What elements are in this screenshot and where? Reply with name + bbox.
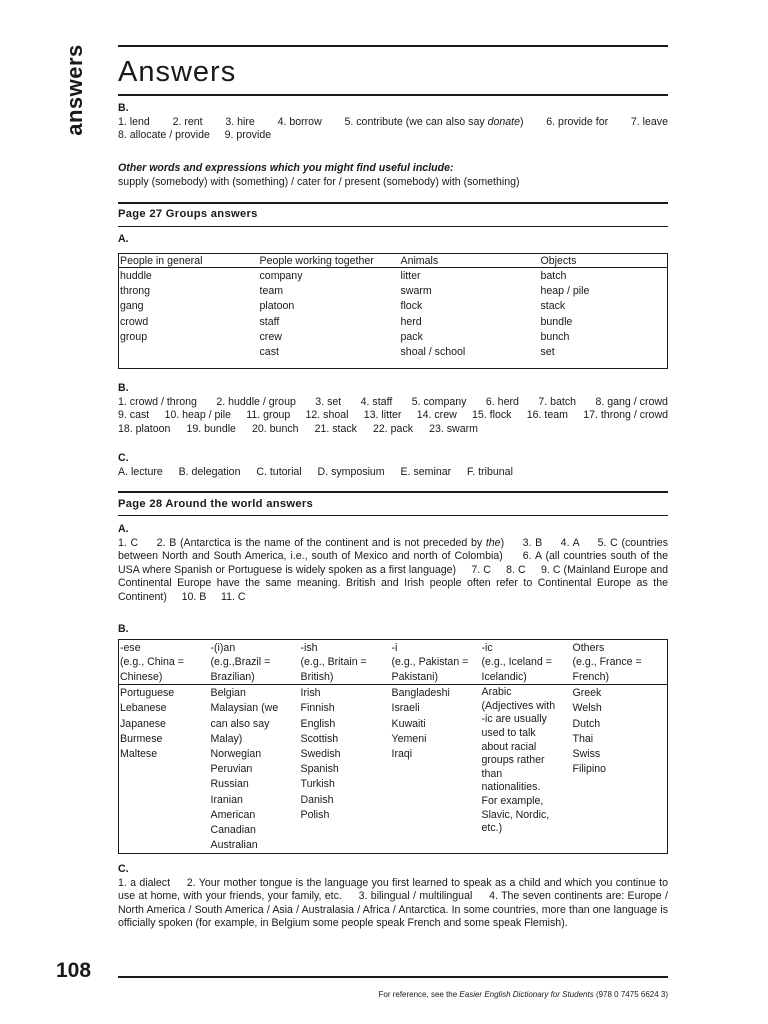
section-label: A. (118, 523, 129, 535)
page-title: Answers (118, 56, 237, 88)
answer-item: 4. borrow (277, 115, 322, 128)
page27-section-c (118, 452, 668, 479)
page27-heading: Page 27 Groups answers (118, 208, 258, 220)
column-header: -(i)an (e.g.,Brazil = Brazilian) (210, 640, 300, 685)
column-header: People in general (119, 254, 259, 268)
answer-paragraph: 1. a dialect 2. Your mother tongue is the language you first learned to speak as a child and which you continue to use at home, with your friends, your family, etc. 3. bilingual / multilingual 4. The seven continents are: Europe / North America / South America / Asia / Australasia / Africa / Antarctica. In some countries, more than one language is officially spoken (for example, in Belgium some people speak French and some speak Flemish). (118, 876, 671, 930)
table-cell: Belgian Malaysian (we can also say Malay) Norwegian Peruvian Russian Iranian American Canadian Australian (210, 687, 279, 852)
side-label (60, 40, 90, 140)
page28-section-c (118, 863, 671, 931)
other-words-text: supply (somebody) with (something) / cater for / present (somebody) with (something) (118, 175, 520, 188)
answer-line: 1. crowd / throng 2. huddle / group 3. set 4. staff 5. company 6. herd 7. batch 8. gang / crowd (118, 395, 668, 408)
answer-line: 18. platoon 19. bundle 20. bunch 21. stack 22. pack 23. swarm (118, 422, 478, 435)
table-cell: Greek Welsh Dutch Thai Swiss Filipino (572, 687, 607, 776)
page-number: 108 (56, 959, 92, 982)
answer-item: 5. contribute (we can also say donate) (344, 115, 524, 128)
answer-line (118, 116, 668, 130)
table-cell: huddle throng gang crowd group (120, 270, 152, 343)
title-rule (118, 94, 668, 96)
column-header: -ish (e.g., Britain = British) (300, 640, 391, 685)
top-rule (118, 45, 668, 47)
column-header: Animals (400, 254, 540, 268)
table-cell: batch heap / pile stack bundle bunch set (540, 270, 590, 359)
table-cell: litter swarm flock herd pack shoal / school (400, 270, 466, 359)
page27-section-b (118, 382, 668, 436)
section-label: B. (118, 623, 129, 635)
answer-item: 3. hire (225, 115, 255, 128)
section-label: A. (118, 233, 129, 245)
answer-item: 6. provide for (546, 115, 609, 128)
column-header: -ic (e.g., Iceland = Icelandic) (481, 640, 572, 685)
footer-reference: For reference, see the Easier English Dictionary for Students (978 0 7475 6624 3) (378, 990, 668, 999)
section-label: B. (118, 102, 129, 114)
table-cell: Portuguese Lebanese Japanese Burmese Maltese (120, 687, 175, 761)
section-rule (118, 202, 668, 204)
table-cell: company team platoon staff crew cast (259, 270, 303, 359)
table-row (119, 268, 668, 369)
column-header: -i (e.g., Pakistan = Pakistani) (391, 640, 481, 685)
section-label: C. (118, 863, 129, 875)
column-header: Others (e.g., France = French) (572, 640, 668, 685)
answer-item: 2. rent (172, 115, 203, 128)
table-header-row (119, 254, 668, 268)
answer-line: 8. allocate / provide 9. provide (118, 129, 272, 142)
table-row (119, 685, 668, 854)
other-words-heading: Other words and expressions which you might find useful include: (118, 162, 454, 174)
column-header: Objects (540, 254, 668, 268)
column-header: People working together (259, 254, 400, 268)
answer-line: 9. cast 10. heap / pile 11. group 12. shoal 13. litter 14. crew 15. flock 16. team 17. throng / crowd (118, 409, 668, 422)
column-header: -ese (e.g., China = Chinese) (119, 640, 210, 685)
answer-paragraph: 1. C 2. B (Antarctica is the name of the continent and is not preceded by the) 3. B 4. A 5. C (countries between North and South America, i.e., south of Mexico and north of Colombia) 6. A (all countries south of the USA where Spanish or Portuguese is widely spoken as a first language) 7. C 8. C 9. C (Mainland Europe and Continental Europe have the same meaning. British and Irish people often refer to Continental Europe as the Continent) 10. B 11. C (118, 536, 671, 603)
section-rule (118, 226, 668, 227)
page28-heading: Page 28 Around the world answers (118, 498, 314, 510)
footer-rule (118, 976, 668, 978)
section-label: C. (118, 452, 129, 464)
table-cell: Irish Finnish English Scottish Swedish Spanish Turkish Danish Polish (300, 687, 341, 821)
page28-section-a (118, 523, 671, 605)
table-cell: Arabic (Adjectives with -ic are usually used to talk about racial groups rather than nationalities. For example, Slavic, Nordic, etc.) (481, 686, 556, 835)
answer-item: 1. lend (118, 115, 150, 128)
section-rule (118, 515, 668, 516)
answer-item: 7. leave (630, 115, 668, 128)
answer-line: A. lecture B. delegation C. tutorial D. symposium E. seminar F. tribunal (118, 465, 513, 478)
section-label: B. (118, 382, 129, 394)
other-words (118, 162, 668, 189)
section-rule (118, 491, 668, 493)
section-b-intro (118, 102, 668, 143)
table-cell: Bangladeshi Israeli Kuwaiti Yemeni Iraqi (391, 687, 450, 761)
groups-table (118, 253, 668, 369)
nationalities-table (118, 639, 668, 854)
side-label-text: answers (62, 44, 87, 136)
table-header-row (119, 640, 668, 685)
